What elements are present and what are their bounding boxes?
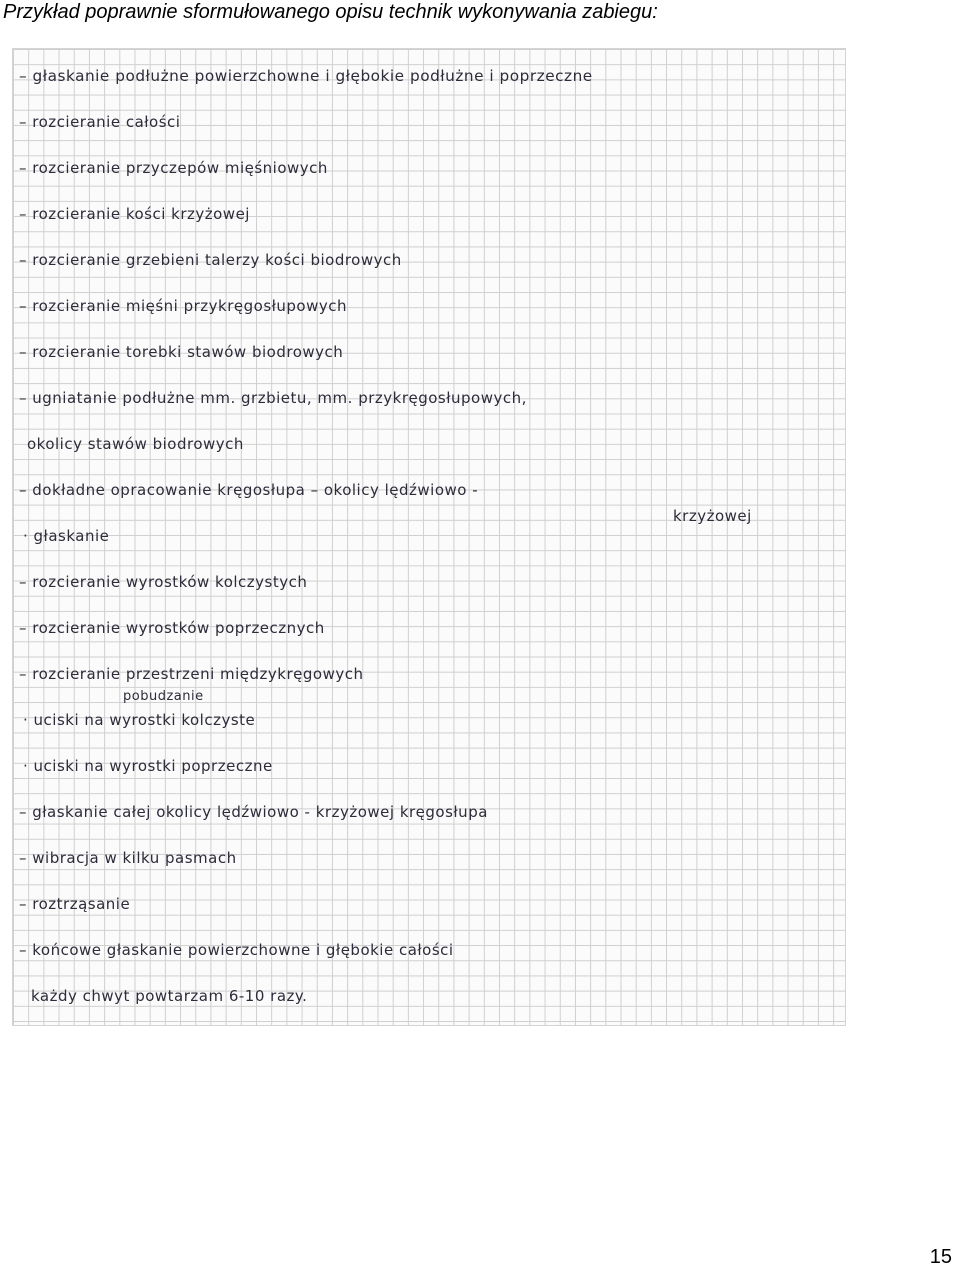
note-line: – głaskanie podłużne powierzchowne i głębokie podłużne i poprzeczne <box>19 67 593 85</box>
note-line: – rozcieranie wyrostków kolczystych <box>19 573 308 591</box>
note-line: · uciski na wyrostki poprzeczne <box>23 757 273 775</box>
note-line: – rozcieranie kości krzyżowej <box>19 205 250 223</box>
note-line: – rozcieranie przyczepów mięśniowych <box>19 159 328 177</box>
note-line: krzyżowej <box>673 507 752 525</box>
note-line: – wibracja w kilku pasmach <box>19 849 237 867</box>
page-heading: Przykład poprawnie sformułowanego opisu technik wykonywania zabiegu: <box>3 1 658 23</box>
note-line: każdy chwyt powtarzam 6-10 razy. <box>31 987 308 1005</box>
note-line: – rozcieranie całości <box>19 113 181 131</box>
note-line: – rozcieranie mięśni przykręgosłupowych <box>19 297 347 315</box>
note-line: · uciski na wyrostki kolczyste <box>23 711 256 729</box>
handwritten-notes-sheet <box>12 48 846 1026</box>
note-line: · głaskanie <box>23 527 110 545</box>
page-number: 15 <box>929 1246 952 1268</box>
note-line: – rozcieranie przestrzeni międzykręgowych <box>19 665 364 683</box>
note-line: – dokładne opracowanie kręgosłupa – okolicy lędźwiowo - <box>19 481 479 499</box>
note-insertion: pobudzanie <box>123 689 204 704</box>
note-line: – końcowe głaskanie powierzchowne i głębokie całości <box>19 941 454 959</box>
note-line: – ugniatanie podłużne mm. grzbietu, mm. przykręgosłupowych, <box>19 389 527 407</box>
note-line: – głaskanie całej okolicy lędźwiowo - krzyżowej kręgosłupa <box>19 803 488 821</box>
note-line: – rozcieranie grzebieni talerzy kości biodrowych <box>19 251 402 269</box>
note-line: – roztrząsanie <box>19 895 131 913</box>
note-line: okolicy stawów biodrowych <box>27 435 244 453</box>
note-line: – rozcieranie torebki stawów biodrowych <box>19 343 344 361</box>
note-line: – rozcieranie wyrostków poprzecznych <box>19 619 325 637</box>
